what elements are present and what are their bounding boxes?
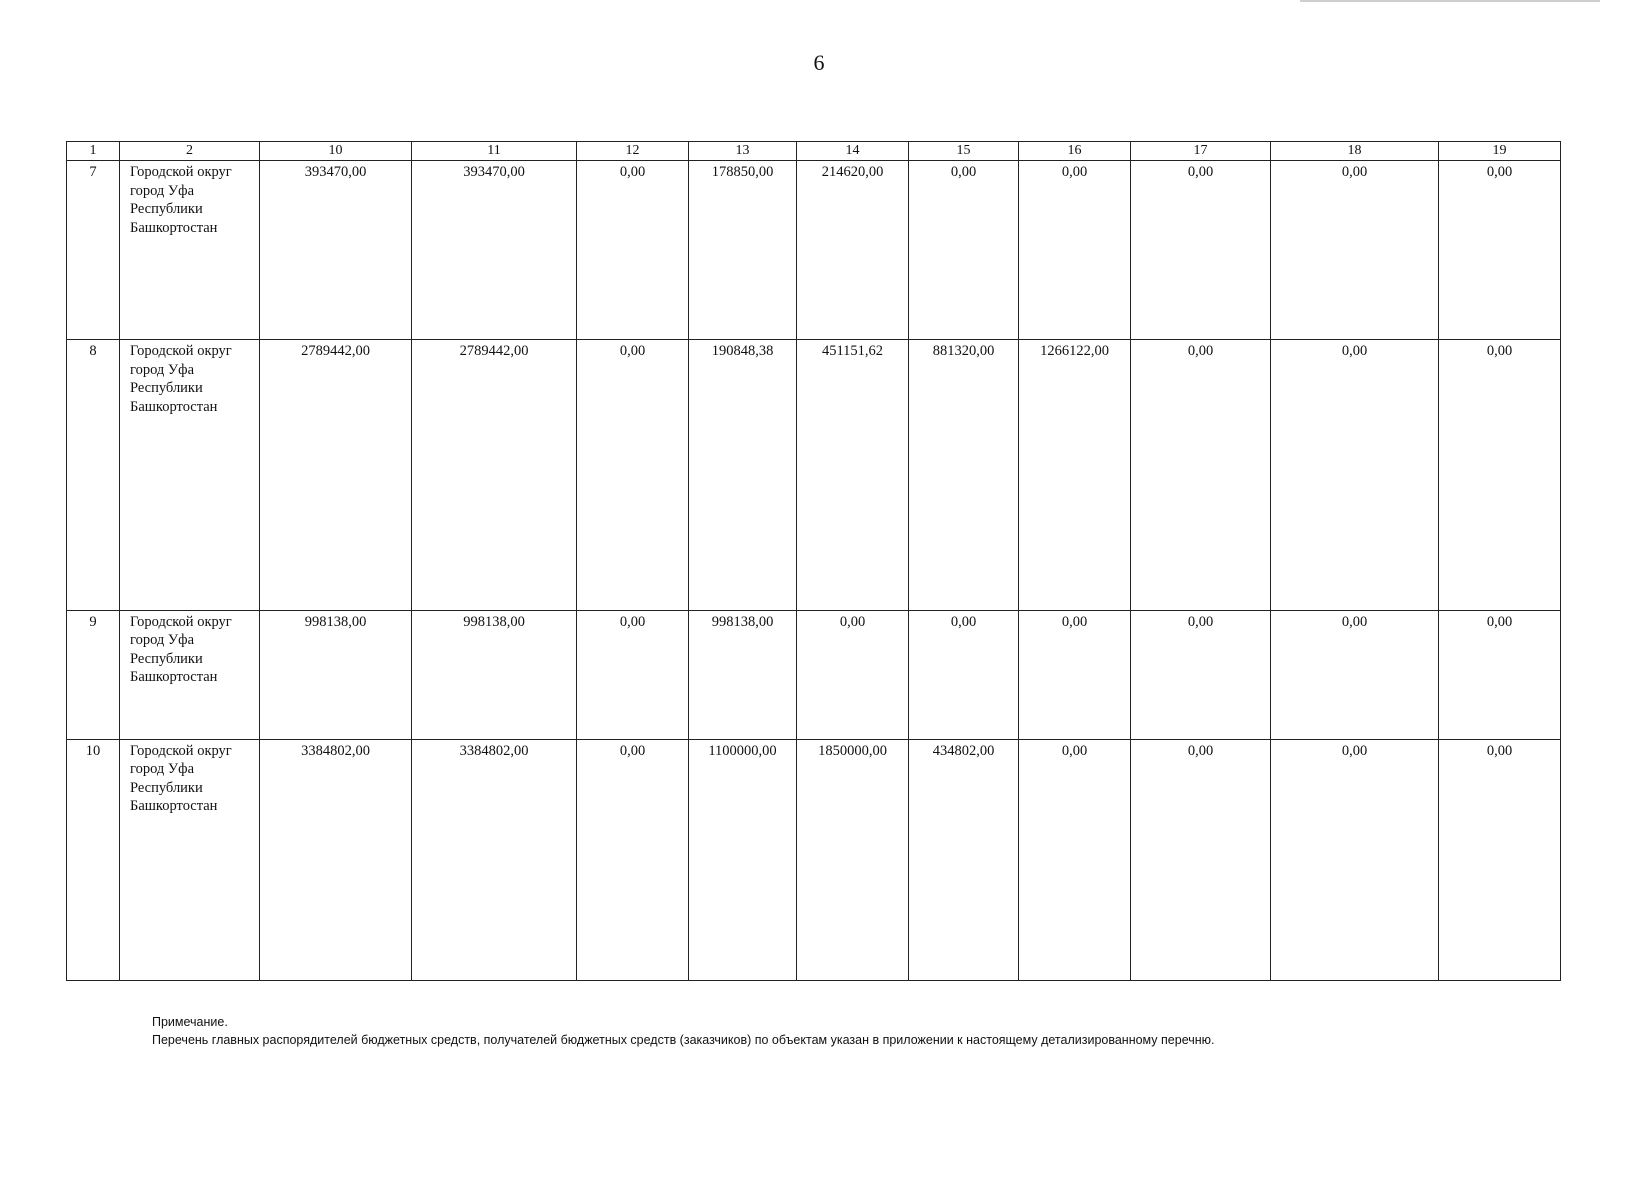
column-header: 12 xyxy=(577,142,689,161)
table-row xyxy=(67,340,1561,610)
table-cell: 0,00 xyxy=(1131,739,1271,980)
table-cell: 0,00 xyxy=(1019,610,1131,739)
municipality-name: Городской округ город Уфа Республики Башкортостан xyxy=(120,340,260,610)
table-cell: 3384802,00 xyxy=(260,739,412,980)
table-cell: 190848,38 xyxy=(689,340,797,610)
table-cell: 1100000,00 xyxy=(689,739,797,980)
table-cell: 2789442,00 xyxy=(260,340,412,610)
table-cell: 998138,00 xyxy=(412,610,577,739)
table-cell: 0,00 xyxy=(1131,161,1271,340)
footnote-title: Примечание. xyxy=(152,1015,228,1029)
table-cell: 3384802,00 xyxy=(412,739,577,980)
table-cell: 451151,62 xyxy=(797,340,909,610)
table-cell: 0,00 xyxy=(1271,739,1439,980)
table-cell: 393470,00 xyxy=(412,161,577,340)
table-cell: 0,00 xyxy=(1019,161,1131,340)
table-cell: 0,00 xyxy=(909,161,1019,340)
column-header: 15 xyxy=(909,142,1019,161)
footnote xyxy=(152,1013,1215,1049)
table-cell: 0,00 xyxy=(1271,161,1439,340)
table-cell: 0,00 xyxy=(1019,739,1131,980)
footnote-text: Перечень главных распорядителей бюджетных средств, получателей бюджетных средств (заказчиков) по объектам указан в приложении к настоящему детализированному перечню. xyxy=(152,1033,1215,1047)
table-cell: 0,00 xyxy=(1439,610,1561,739)
page-number: 6 xyxy=(813,50,825,75)
table-cell: 0,00 xyxy=(1439,161,1561,340)
table-cell: 0,00 xyxy=(1271,610,1439,739)
table-cell: 178850,00 xyxy=(689,161,797,340)
column-header: 2 xyxy=(120,142,260,161)
table-cell: 0,00 xyxy=(1131,610,1271,739)
table-cell: 2789442,00 xyxy=(412,340,577,610)
column-header: 10 xyxy=(260,142,412,161)
table-cell: 0,00 xyxy=(577,161,689,340)
budget-table xyxy=(66,141,1561,981)
municipality-name: Городской округ город Уфа Республики Башкортостан xyxy=(120,610,260,739)
table-cell: 0,00 xyxy=(909,610,1019,739)
table-cell: 0,00 xyxy=(797,610,909,739)
table-cell: 393470,00 xyxy=(260,161,412,340)
scan-edge-line xyxy=(1300,0,1600,2)
column-header: 18 xyxy=(1271,142,1439,161)
row-number: 7 xyxy=(67,161,120,340)
table-cell: 0,00 xyxy=(577,340,689,610)
table-header-row xyxy=(67,142,1561,161)
table-row xyxy=(67,161,1561,340)
table-row xyxy=(67,739,1561,980)
column-header: 1 xyxy=(67,142,120,161)
column-header: 19 xyxy=(1439,142,1561,161)
table-cell: 881320,00 xyxy=(909,340,1019,610)
table-cell: 0,00 xyxy=(577,739,689,980)
table-cell: 0,00 xyxy=(577,610,689,739)
table-cell: 0,00 xyxy=(1439,739,1561,980)
column-header: 17 xyxy=(1131,142,1271,161)
row-number: 10 xyxy=(67,739,120,980)
table-cell: 0,00 xyxy=(1439,340,1561,610)
column-header: 13 xyxy=(689,142,797,161)
municipality-name: Городской округ город Уфа Республики Башкортостан xyxy=(120,739,260,980)
table-cell: 998138,00 xyxy=(260,610,412,739)
table-cell: 1266122,00 xyxy=(1019,340,1131,610)
table-cell: 0,00 xyxy=(1271,340,1439,610)
row-number: 9 xyxy=(67,610,120,739)
table-row xyxy=(67,610,1561,739)
table-cell: 434802,00 xyxy=(909,739,1019,980)
table-cell: 0,00 xyxy=(1131,340,1271,610)
table-cell: 214620,00 xyxy=(797,161,909,340)
column-header: 14 xyxy=(797,142,909,161)
table-cell: 1850000,00 xyxy=(797,739,909,980)
column-header: 11 xyxy=(412,142,577,161)
municipality-name: Городской округ город Уфа Республики Башкортостан xyxy=(120,161,260,340)
table-cell: 998138,00 xyxy=(689,610,797,739)
row-number: 8 xyxy=(67,340,120,610)
column-header: 16 xyxy=(1019,142,1131,161)
